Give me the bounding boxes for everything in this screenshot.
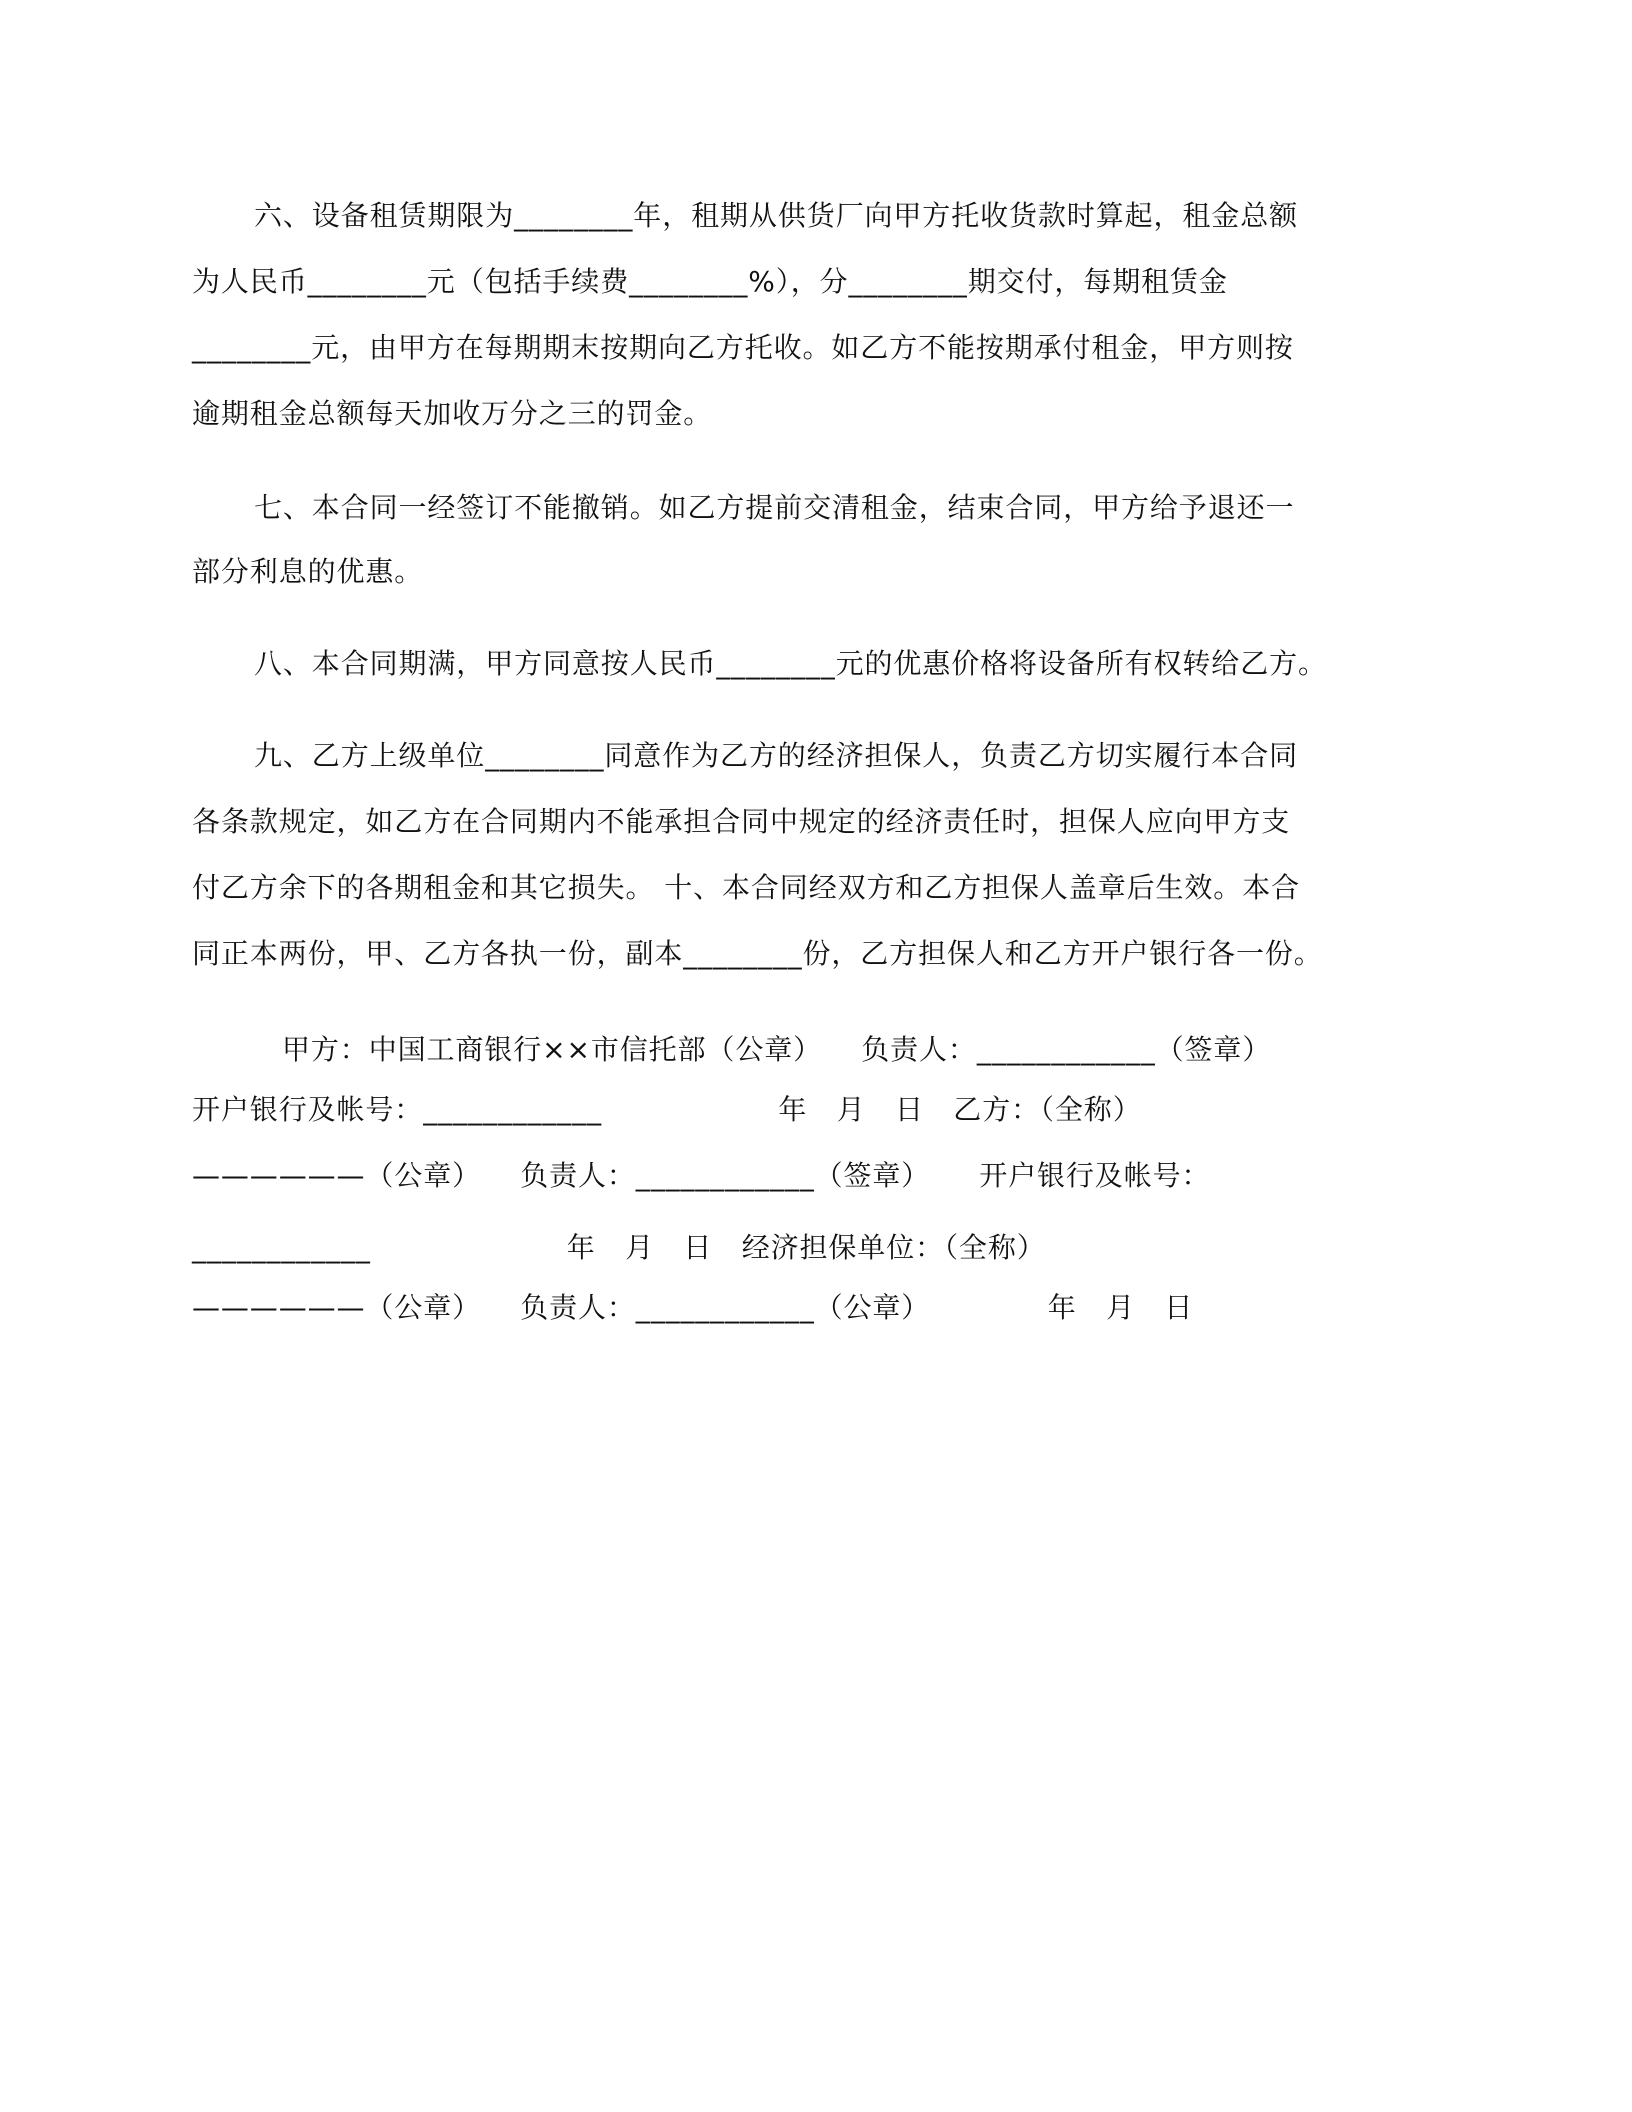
clause-8-line-1: 八、本合同期满，甲方同意按人民币________元的优惠价格将设备所有权转给乙方。 — [254, 647, 1327, 680]
party-a-account-line: 开户银行及帐号：____________ 年 月 日 乙方：（全称） — [192, 1093, 1142, 1126]
clause-7-line-1: 七、本合同一经签订不能撤销。如乙方提前交清租金，结束合同，甲方给予退还一 — [254, 491, 1295, 524]
clause-10-line-1: 同正本两份，甲、乙方各执一份，副本________份，乙方担保人和乙方开户银行各一份。 — [192, 937, 1323, 970]
guarantor-line: ____________ 年 月 日 经济担保单位：（全称） — [192, 1231, 1046, 1264]
clause-6-line-1: 六、设备租赁期限为________年，租期从供货厂向甲方托收货款时算起，租金总额 — [254, 199, 1299, 232]
party-b-signature-line: ——————（公章） 负责人：____________（签章） 开户银行及帐号： — [192, 1159, 1211, 1192]
clause-9-line-3: 付乙方余下的各期租金和其它损失。 十、本合同经双方和乙方担保人盖章后生效。本合 — [192, 871, 1301, 904]
clause-7-line-2: 部分利息的优惠。 — [192, 555, 424, 588]
clause-9-line-2: 各条款规定，如乙方在合同期内不能承担合同中规定的经济责任时，担保人应向甲方支 — [192, 805, 1291, 838]
clause-9-line-1: 九、乙方上级单位________同意作为乙方的经济担保人，负责乙方切实履行本合同 — [254, 739, 1299, 772]
party-a-signature-line: 甲方：中国工商银行××市信托部（公章） 负责人：____________（签章） — [282, 1033, 1272, 1066]
clause-6-line-3: ________元，由甲方在每期期末按期向乙方托收。如乙方不能按期承付租金，甲方则按 — [192, 331, 1294, 364]
guarantor-signature-line: ——————（公章） 负责人：____________（公章） 年 月 日 — [192, 1291, 1194, 1324]
clause-6-line-2: 为人民币________元（包括手续费________%），分________期交付，每期租赁金 — [192, 265, 1228, 298]
clause-6-line-4: 逾期租金总额每天加收万分之三的罚金。 — [192, 397, 713, 430]
